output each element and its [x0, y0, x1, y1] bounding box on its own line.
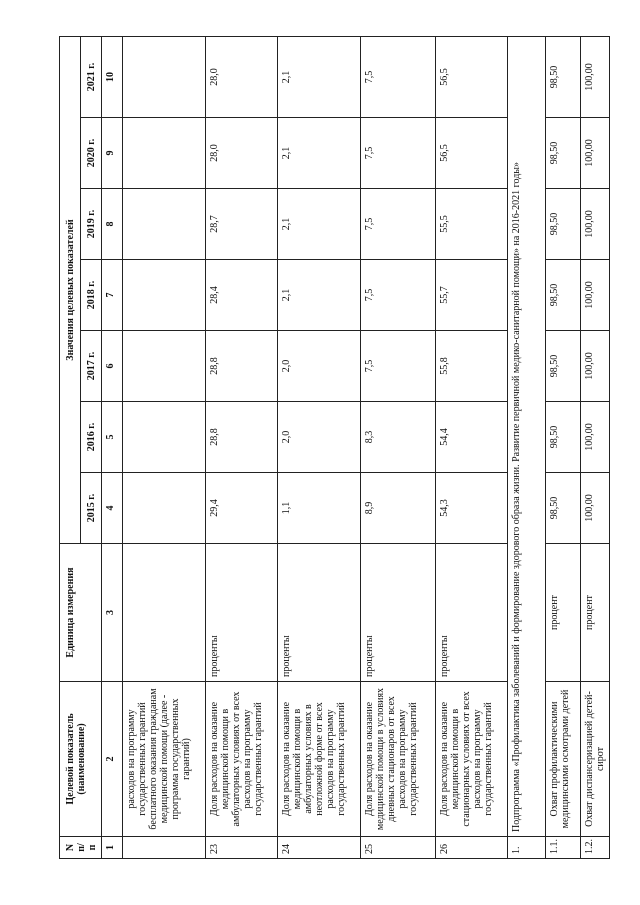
row-value: 100,00	[581, 36, 610, 117]
row-num: 1.1.	[546, 837, 581, 859]
row-value: 2,1	[278, 189, 361, 260]
row-value	[123, 189, 206, 260]
row-value: 7,5	[361, 260, 436, 331]
header-num: N п/п	[60, 837, 102, 859]
row-value: 29,4	[206, 473, 278, 544]
row-value: 98,50	[546, 331, 581, 402]
row-value: 98,50	[546, 402, 581, 473]
row-value: 28,8	[206, 331, 278, 402]
col-index: 2	[102, 682, 123, 837]
subprogram-num: 1.	[508, 837, 546, 859]
row-unit: проценты	[436, 544, 508, 682]
row-value: 7,5	[361, 331, 436, 402]
header-values-group: Значения целевых показателей	[60, 36, 81, 543]
row-value: 28,0	[206, 36, 278, 117]
row-value: 98,50	[546, 473, 581, 544]
table-row	[206, 36, 278, 858]
table-row	[361, 36, 436, 858]
row-num: 25	[361, 837, 436, 859]
row-num: 24	[278, 837, 361, 859]
row-value: 98,50	[546, 260, 581, 331]
row-value: 98,50	[546, 118, 581, 189]
row-unit: процент	[581, 544, 610, 682]
header-year: 2018 г.	[81, 260, 102, 331]
row-value: 2,1	[278, 36, 361, 117]
row-num: 26	[436, 837, 508, 859]
col-index: 4	[102, 473, 123, 544]
header-year: 2015 г.	[81, 473, 102, 544]
row-value: 7,5	[361, 189, 436, 260]
row-name: Доля расходов на оказание медицинской помощи в амбулаторных условиях от всех расходов на программу государственных гарантий	[206, 682, 278, 837]
row-value	[123, 402, 206, 473]
row-value	[123, 260, 206, 331]
row-value: 54,3	[436, 473, 508, 544]
row-name: Охват диспансеризацией детей-сирот	[581, 682, 610, 837]
row-value: 55,8	[436, 331, 508, 402]
header-indicator: Целевой показатель (наименование)	[60, 682, 102, 837]
col-index: 7	[102, 260, 123, 331]
row-value: 54,4	[436, 402, 508, 473]
row-value: 98,50	[546, 36, 581, 117]
subprogram-title: Подпрограмма «Профилактика заболеваний и формирование здорового образа жизни. Развитие первичной медико-санитарной помощи» на 2016-2021 годы»	[508, 36, 546, 836]
row-value: 28,8	[206, 402, 278, 473]
col-index: 3	[102, 544, 123, 682]
col-index: 10	[102, 36, 123, 117]
row-value: 100,00	[581, 260, 610, 331]
row-value: 2,1	[278, 118, 361, 189]
row-name: Доля расходов на оказание медицинской помощи в амбулаторных условиях в неотложной форме от всех расходов на программу государственных гарантий	[278, 682, 361, 837]
table-row	[546, 36, 581, 858]
row-num: 1.2.	[581, 837, 610, 859]
header-year: 2019 г.	[81, 189, 102, 260]
row-value: 98,50	[546, 189, 581, 260]
row-value	[123, 36, 206, 117]
row-value: 28,7	[206, 189, 278, 260]
row-name: расходов на программу государственных гарантий бесплатного оказания гражданам медицинской помощи (далее - программа государственных гарантий)	[123, 682, 206, 837]
row-value: 2,1	[278, 260, 361, 331]
row-value: 8,9	[361, 473, 436, 544]
col-index: 9	[102, 118, 123, 189]
row-unit	[123, 544, 206, 682]
row-value: 55,7	[436, 260, 508, 331]
row-value: 2,0	[278, 331, 361, 402]
row-value: 7,5	[361, 118, 436, 189]
header-unit: Единица измерения	[60, 544, 102, 682]
col-index: 8	[102, 189, 123, 260]
row-name: Доля расходов на оказание медицинской помощи в условиях дневных стационаров от всех расходов на программу государственных гарантий	[361, 682, 436, 837]
row-num: 23	[206, 837, 278, 859]
row-value	[123, 473, 206, 544]
col-index: 1	[102, 837, 123, 859]
row-value: 56,5	[436, 118, 508, 189]
row-value: 56,5	[436, 36, 508, 117]
row-value: 7,5	[361, 36, 436, 117]
row-value	[123, 118, 206, 189]
row-unit: процент	[546, 544, 581, 682]
row-value: 100,00	[581, 331, 610, 402]
header-year: 2021 г.	[81, 36, 102, 117]
header-year: 2017 г.	[81, 331, 102, 402]
subprogram-row	[508, 36, 546, 858]
row-value: 1,1	[278, 473, 361, 544]
rotated-page	[59, 37, 606, 859]
header-year: 2016 г.	[81, 402, 102, 473]
row-unit: проценты	[278, 544, 361, 682]
row-value: 100,00	[581, 402, 610, 473]
table-row	[278, 36, 361, 858]
row-value: 55,5	[436, 189, 508, 260]
row-unit: проценты	[206, 544, 278, 682]
row-name: Охват профилактическими медицинскими осмотрами детей	[546, 682, 581, 837]
indicators-table	[59, 36, 610, 859]
row-value: 28,4	[206, 260, 278, 331]
row-value: 100,00	[581, 189, 610, 260]
row-value	[123, 331, 206, 402]
row-value: 8,3	[361, 402, 436, 473]
col-index: 6	[102, 331, 123, 402]
row-name: Доля расходов на оказание медицинской помощи в стационарных условиях от всех расходов на программу государственных гарантий	[436, 682, 508, 837]
header-year: 2020 г.	[81, 118, 102, 189]
col-index: 5	[102, 402, 123, 473]
table-row	[123, 36, 206, 858]
table-row	[581, 36, 610, 858]
row-num	[123, 837, 206, 859]
table-row	[436, 36, 508, 858]
row-unit: проценты	[361, 544, 436, 682]
row-value: 100,00	[581, 473, 610, 544]
row-value: 28,0	[206, 118, 278, 189]
row-value: 2,0	[278, 402, 361, 473]
row-value: 100,00	[581, 118, 610, 189]
